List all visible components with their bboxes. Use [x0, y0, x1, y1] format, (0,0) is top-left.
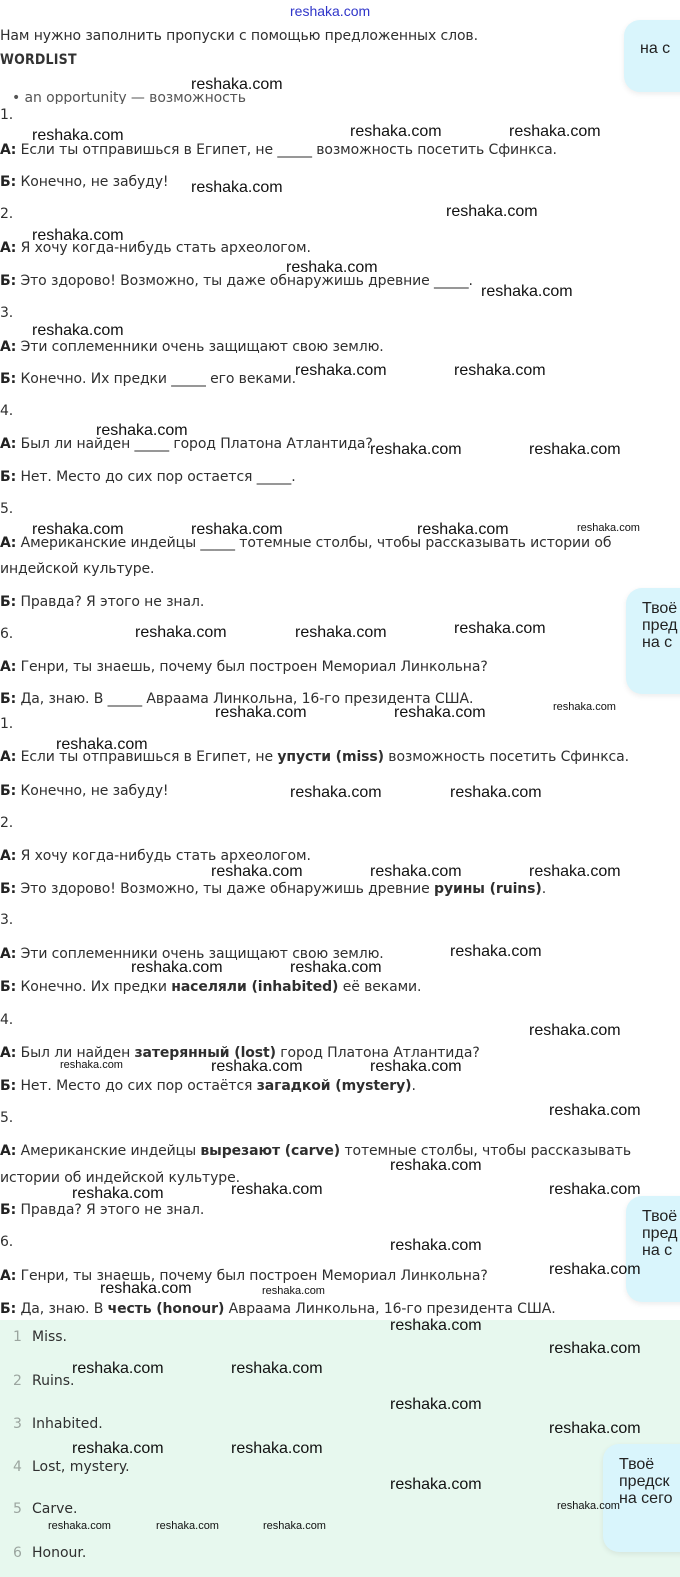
task-number: 6. — [0, 626, 14, 642]
watermark: reshaka.com — [231, 1440, 323, 1457]
line-text: город Платона Атлантида? — [275, 1045, 480, 1061]
speaker-b: Б: — [0, 691, 17, 707]
watermark: reshaka.com — [72, 1440, 164, 1457]
speaker-a: А: — [0, 535, 17, 551]
task-line-b — [0, 371, 296, 387]
line-text: Правда? Я этого не знал. — [20, 1202, 205, 1218]
speaker-b: Б: — [0, 783, 17, 799]
line-text: Генри, ты знаешь, почему был построен Мемориал Линкольна? — [20, 659, 488, 675]
watermark: reshaka.com — [529, 441, 621, 458]
watermark: reshaka.com — [131, 959, 223, 976]
solution-line-b — [0, 979, 421, 995]
watermark: reshaka.com — [549, 1340, 641, 1357]
watermark: reshaka.com — [529, 863, 621, 880]
line-text: Это здорово! Возможно, ты даже обнаружишь древние — [20, 881, 435, 897]
line-text: Конечно. Их предки — [20, 979, 172, 995]
watermark: reshaka.com — [56, 736, 148, 753]
answer-text: Miss. — [32, 1329, 68, 1345]
speaker-b: Б: — [0, 1078, 17, 1094]
watermark: reshaka.com — [553, 701, 616, 713]
task-line-a — [0, 659, 488, 675]
watermark: reshaka.com — [215, 704, 307, 721]
line-text: . — [411, 1078, 416, 1094]
line-text: Был ли найден _____ город Платона Атлантида? — [20, 436, 373, 452]
watermark: reshaka.com — [417, 521, 509, 538]
answer-number: 4 — [13, 1459, 22, 1475]
watermark: reshaka.com — [295, 362, 387, 379]
watermark: reshaka.com — [549, 1420, 641, 1437]
watermark: reshaka.com — [454, 362, 546, 379]
watermark: reshaka.com — [446, 203, 538, 220]
watermark: reshaka.com — [350, 123, 442, 140]
task-number: 2. — [0, 206, 14, 222]
answer-text: Inhabited. — [32, 1416, 103, 1432]
watermark: reshaka.com — [100, 1280, 192, 1297]
watermark: reshaka.com — [48, 1520, 111, 1532]
task-number: 5. — [0, 501, 14, 517]
task-number: 3. — [0, 305, 14, 321]
watermark: reshaka.com — [211, 863, 303, 880]
task-number: 1. — [0, 107, 14, 123]
answer-number: 1 — [13, 1329, 22, 1345]
watermark: reshaka.com — [390, 1476, 482, 1493]
wordlist-item: • an opportunity — возможность — [12, 90, 246, 104]
speaker-b: Б: — [0, 881, 17, 897]
watermark: reshaka.com — [211, 1058, 303, 1075]
line-text: Конечно. Их предки _____ его веками. — [20, 371, 296, 387]
answer-number: 2 — [13, 1373, 22, 1389]
watermark: reshaka.com — [481, 283, 573, 300]
speaker-b: Б: — [0, 469, 17, 485]
watermark: reshaka.com — [191, 179, 283, 196]
solution-line-b — [0, 1202, 204, 1218]
speaker-b: Б: — [0, 174, 17, 190]
answer-word: упусти (miss) — [277, 749, 384, 765]
speaker-b: Б: — [0, 979, 17, 995]
watermark: reshaka.com — [577, 522, 640, 534]
solution-number: 6. — [0, 1234, 14, 1250]
watermark: reshaka.com — [32, 322, 124, 339]
watermark: reshaka.com — [549, 1181, 641, 1198]
answer-word: населяли (inhabited) — [171, 979, 339, 995]
solution-line-b — [0, 1301, 556, 1317]
line-text: её веками. — [338, 979, 422, 995]
watermark: reshaka.com — [135, 624, 227, 641]
line-text: Нет. Место до сих пор остается _____. — [20, 469, 296, 485]
solution-line-b — [0, 881, 546, 897]
task-number: 4. — [0, 403, 14, 419]
line-text: Американские индейцы _____ тотемные столбы, чтобы рассказывать истории об — [20, 535, 612, 551]
line-text: Американские индейцы — [20, 1143, 201, 1159]
wordlist-heading: WORDLIST — [0, 52, 77, 68]
watermark: reshaka.com — [262, 1285, 325, 1297]
line-text: Был ли найден — [20, 1045, 135, 1061]
line-text: Конечно, не забуду! — [20, 783, 169, 799]
watermark: reshaka.com — [72, 1360, 164, 1377]
line-text: Нет. Место до сих пор остаётся — [20, 1078, 257, 1094]
watermark: reshaka.com — [286, 259, 378, 276]
line-text: Если ты отправишься в Египет, не _____ возможность посетить Сфинкса. — [20, 142, 557, 158]
solution-number: 4. — [0, 1012, 14, 1028]
watermark: reshaka.com — [549, 1261, 641, 1278]
solution-line-b — [0, 783, 168, 799]
solution-line-a — [0, 1268, 488, 1284]
line-text: Да, знаю. В — [20, 1301, 108, 1317]
speaker-a: А: — [0, 749, 17, 765]
line-text: Эти соплеменники очень защищают свою землю. — [20, 339, 384, 355]
watermark: reshaka.com — [390, 1237, 482, 1254]
solution-number: 2. — [0, 815, 14, 831]
line-text: возможность посетить Сфинкса. — [383, 749, 629, 765]
watermark: reshaka.com — [370, 1058, 462, 1075]
watermark: reshaka.com — [32, 227, 124, 244]
speaker-a: А: — [0, 142, 17, 158]
solution-line-b — [0, 1078, 416, 1094]
answer-text: Lost, mystery. — [32, 1459, 130, 1475]
watermark: reshaka.com — [96, 422, 188, 439]
watermark: reshaka.com — [263, 1520, 326, 1532]
speaker-a: А: — [0, 436, 17, 452]
watermark: reshaka.com — [549, 1102, 641, 1119]
solution-line-a — [0, 1143, 631, 1159]
answer-number: 3 — [13, 1416, 22, 1432]
solution-line-a — [0, 848, 311, 864]
speaker-b: Б: — [0, 594, 17, 610]
watermark: reshaka.com — [450, 784, 542, 801]
line-text: тотемные столбы, чтобы рассказывать — [340, 1143, 631, 1159]
line-text: Это здорово! Возможно, ты даже обнаружишь древние _____. — [20, 273, 473, 289]
watermark: reshaka.com — [557, 1500, 620, 1512]
watermark: reshaka.com — [290, 959, 382, 976]
watermark: reshaka.com — [60, 1059, 123, 1071]
line-text: Конечно, не забуду! — [20, 174, 169, 190]
speaker-a: А: — [0, 1045, 17, 1061]
solution-number: 3. — [0, 912, 14, 928]
watermark: reshaka.com — [370, 441, 462, 458]
watermark: reshaka.com — [394, 704, 486, 721]
line-text: Генри, ты знаешь, почему был построен Мемориал Линкольна? — [20, 1268, 488, 1284]
answer-text: Honour. — [32, 1545, 87, 1561]
watermark: reshaka.com — [390, 1317, 482, 1334]
watermark: reshaka.com — [231, 1181, 323, 1198]
speaker-b: Б: — [0, 371, 17, 387]
line-text: Я хочу когда-нибудь стать археологом. — [20, 240, 311, 256]
line-text: Я хочу когда-нибудь стать археологом. — [20, 848, 311, 864]
line-text: . — [541, 881, 547, 897]
watermark: reshaka.com — [72, 1185, 164, 1202]
solution-number: 5. — [0, 1110, 14, 1126]
task-line-a — [0, 339, 384, 355]
chat-bubble-top[interactable]: на с — [624, 20, 680, 92]
watermark: reshaka.com — [191, 521, 283, 538]
line-text: Авраама Линкольна, 16-го президента США. — [224, 1301, 556, 1317]
answer-word: затерянный (lost) — [134, 1045, 276, 1061]
task-line-a-cont: индейской культуре. — [0, 561, 155, 577]
speaker-a: А: — [0, 1143, 17, 1159]
answer-word: руины (ruins) — [434, 881, 542, 897]
chat-bubble-mid-2[interactable]: Твоё пред на с — [626, 1196, 680, 1302]
speaker-a: А: — [0, 659, 17, 675]
line-text: Если ты отправишься в Египет, не — [20, 749, 278, 765]
speaker-b: Б: — [0, 1301, 17, 1317]
watermark: reshaka.com — [454, 620, 546, 637]
task-line-b — [0, 273, 473, 289]
line-text: Да, знаю. В _____ Авраама Линкольна, 16-го президента США. — [20, 691, 474, 707]
watermark: reshaka.com — [450, 943, 542, 960]
solution-line-a-cont: истории об индейской культуре. — [0, 1170, 240, 1186]
answer-word: вырезают (carve) — [200, 1143, 341, 1159]
chat-bubble-mid-1[interactable]: Твоё пред на с — [626, 588, 680, 694]
answer-word: загадкой (mystery) — [256, 1078, 412, 1094]
watermark: reshaka.com — [191, 76, 283, 93]
answer-number: 5 — [13, 1501, 22, 1517]
answer-text: Ruins. — [32, 1373, 75, 1389]
speaker-a: А: — [0, 1268, 17, 1284]
speaker-a: А: — [0, 848, 17, 864]
watermark: reshaka.com — [509, 123, 601, 140]
solution-number: 1. — [0, 716, 14, 732]
watermark: reshaka.com — [156, 1520, 219, 1532]
answer-word: честь (honour) — [107, 1301, 225, 1317]
watermark: reshaka.com — [231, 1360, 323, 1377]
watermark: reshaka.com — [390, 1157, 482, 1174]
answer-number: 6 — [13, 1545, 22, 1561]
answer-text: Carve. — [32, 1501, 78, 1517]
watermark: reshaka.com — [290, 784, 382, 801]
watermark: reshaka.com — [529, 1022, 621, 1039]
intro-text: Нам нужно заполнить пропуски с помощью предложенных слов. — [0, 28, 478, 44]
speaker-b: Б: — [0, 273, 17, 289]
watermark: reshaka.com — [295, 624, 387, 641]
line-text: Правда? Я этого не знал. — [20, 594, 205, 610]
watermark: reshaka.com — [32, 521, 124, 538]
speaker-a: А: — [0, 946, 17, 962]
watermark: reshaka.com — [32, 127, 124, 144]
speaker-b: Б: — [0, 1202, 17, 1218]
task-line-b — [0, 594, 204, 610]
line-text: Эти соплеменники очень защищают свою землю. — [20, 946, 384, 962]
speaker-a: А: — [0, 240, 17, 256]
watermark: reshaka.com — [390, 1396, 482, 1413]
task-line-b — [0, 174, 168, 190]
chat-bubble-bottom[interactable]: Твоё предск на сего — [603, 1444, 680, 1552]
watermark: reshaka.com — [370, 863, 462, 880]
task-line-b — [0, 469, 296, 485]
site-title[interactable]: reshaka.com — [290, 3, 371, 19]
speaker-a: А: — [0, 339, 17, 355]
